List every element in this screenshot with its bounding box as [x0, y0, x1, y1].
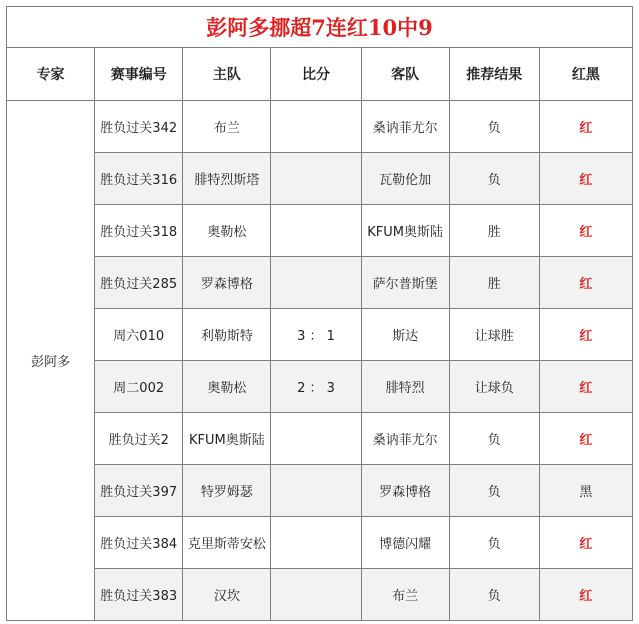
header-row [7, 48, 633, 101]
table-row [7, 205, 633, 257]
home-team-cell: KFUM奥斯陆 [183, 413, 271, 465]
table-row [7, 101, 633, 153]
pick-cell: 胜 [449, 257, 539, 309]
table-row [7, 309, 633, 361]
table-row [7, 517, 633, 569]
result-cell: 红 [539, 517, 632, 569]
table-row [7, 361, 633, 413]
pick-cell: 负 [449, 569, 539, 621]
home-team-cell: 奥勒松 [183, 205, 271, 257]
match-id-cell: 周二002 [95, 361, 183, 413]
pick-cell: 负 [449, 101, 539, 153]
pick-cell: 胜 [449, 205, 539, 257]
result-cell: 红 [539, 413, 632, 465]
header-pick: 推荐结果 [449, 48, 539, 101]
home-team-cell: 奥勒松 [183, 361, 271, 413]
result-cell: 红 [539, 257, 632, 309]
score-cell [271, 517, 361, 569]
table-row [7, 153, 633, 205]
away-team-cell: 斯达 [361, 309, 449, 361]
score-cell [271, 465, 361, 517]
results-table [6, 47, 633, 621]
away-team-cell: 萨尔普斯堡 [361, 257, 449, 309]
score-cell [271, 101, 361, 153]
away-team-cell: 布兰 [361, 569, 449, 621]
home-team-cell: 利勒斯特 [183, 309, 271, 361]
score-cell [271, 205, 361, 257]
match-id-cell: 胜负过关285 [95, 257, 183, 309]
match-id-cell: 胜负过关383 [95, 569, 183, 621]
header-match-id: 赛事编号 [95, 48, 183, 101]
expert-name: 彭阿多 [7, 101, 95, 621]
home-team-cell: 克里斯蒂安松 [183, 517, 271, 569]
table-row [7, 257, 633, 309]
results-sheet [6, 6, 633, 621]
pick-cell: 让球胜 [449, 309, 539, 361]
result-cell: 黑 [539, 465, 632, 517]
away-team-cell: 桑讷菲尤尔 [361, 413, 449, 465]
score-cell [271, 569, 361, 621]
away-team-cell: 腓特烈 [361, 361, 449, 413]
header-result: 红黑 [539, 48, 632, 101]
result-cell: 红 [539, 153, 632, 205]
header-home-team: 主队 [183, 48, 271, 101]
match-id-cell: 胜负过关318 [95, 205, 183, 257]
away-team-cell: 桑讷菲尤尔 [361, 101, 449, 153]
result-cell: 红 [539, 205, 632, 257]
results-body [7, 101, 633, 621]
result-cell: 红 [539, 309, 632, 361]
home-team-cell: 罗森博格 [183, 257, 271, 309]
table-row [7, 465, 633, 517]
score-cell [271, 153, 361, 205]
away-team-cell: KFUM奥斯陆 [361, 205, 449, 257]
home-team-cell: 特罗姆瑟 [183, 465, 271, 517]
pick-cell: 负 [449, 517, 539, 569]
pick-cell: 负 [449, 153, 539, 205]
result-cell: 红 [539, 101, 632, 153]
header-score: 比分 [271, 48, 361, 101]
table-row [7, 413, 633, 465]
away-team-cell: 博德闪耀 [361, 517, 449, 569]
score-cell [271, 257, 361, 309]
home-team-cell: 布兰 [183, 101, 271, 153]
home-team-cell: 汉坎 [183, 569, 271, 621]
match-id-cell: 胜负过关384 [95, 517, 183, 569]
away-team-cell: 瓦勒伦加 [361, 153, 449, 205]
result-cell: 红 [539, 361, 632, 413]
pick-cell: 负 [449, 413, 539, 465]
match-id-cell: 胜负过关316 [95, 153, 183, 205]
header-away-team: 客队 [361, 48, 449, 101]
home-team-cell: 腓特烈斯塔 [183, 153, 271, 205]
header-expert: 专家 [7, 48, 95, 101]
table-row [7, 569, 633, 621]
match-id-cell: 胜负过关2 [95, 413, 183, 465]
away-team-cell: 罗森博格 [361, 465, 449, 517]
score-cell: 3 ： 1 [271, 309, 361, 361]
match-id-cell: 周六010 [95, 309, 183, 361]
pick-cell: 负 [449, 465, 539, 517]
pick-cell: 让球负 [449, 361, 539, 413]
sheet-title: 彭阿多挪超7连红10中9 [6, 6, 633, 47]
match-id-cell: 胜负过关397 [95, 465, 183, 517]
result-cell: 红 [539, 569, 632, 621]
score-cell: 2 ： 3 [271, 361, 361, 413]
score-cell [271, 413, 361, 465]
match-id-cell: 胜负过关342 [95, 101, 183, 153]
